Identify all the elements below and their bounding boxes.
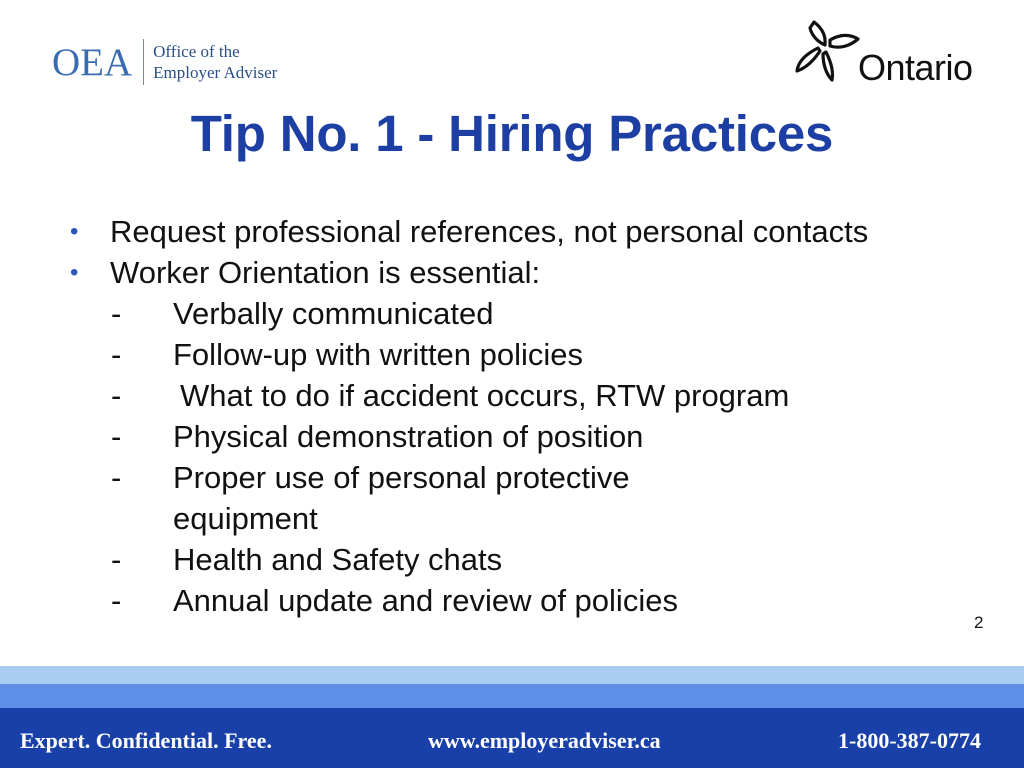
sub-item-marker: - (111, 296, 122, 331)
sub-item-text: Health and Safety chats (173, 542, 503, 577)
sub-item-marker: - (111, 419, 122, 454)
oea-logo-divider (143, 39, 144, 85)
page-number: 2 (974, 613, 984, 632)
ontario-wordmark: Ontario (858, 47, 973, 88)
sub-item-text: Follow-up with written policies (173, 337, 584, 372)
slide-title: Tip No. 1 - Hiring Practices (190, 105, 834, 162)
oea-logo-name-line2: Employer Adviser (153, 63, 278, 82)
footer-website: www.employeradviser.ca (428, 728, 661, 753)
sub-item (0, 334, 1024, 375)
sub-item (0, 539, 1024, 580)
sub-item-text: Proper use of personal protective (173, 460, 630, 495)
bullet-text: Worker Orientation is essential: (110, 255, 541, 290)
oea-logo-name (153, 41, 277, 83)
footer-tagline: Expert. Confidential. Free. (20, 728, 272, 753)
oea-logo-mark: OEA (52, 40, 133, 84)
trillium-icon (792, 18, 862, 84)
sub-item (0, 457, 1024, 498)
footer-stripe-light (0, 666, 1024, 684)
oea-logo (52, 38, 277, 86)
sub-item-marker: - (111, 378, 122, 413)
ontario-logo (792, 18, 982, 88)
sub-item-text: What to do if accident occurs, RTW program (180, 378, 790, 413)
sub-item-marker: - (111, 460, 122, 495)
slide-content (0, 211, 1024, 621)
sub-item-marker: - (111, 337, 122, 372)
sub-item-text: Physical demonstration of position (173, 419, 644, 454)
sub-item-marker: - (111, 542, 122, 577)
footer-stripe-mid (0, 684, 1024, 708)
bullet-item (0, 211, 1024, 252)
sub-item-text: Verbally communicated (173, 296, 494, 331)
sub-item-continuation (0, 498, 1024, 539)
bullet-text: Request professional references, not personal contacts (110, 214, 869, 249)
bullet-item (0, 252, 1024, 293)
bullet-marker: • (70, 218, 79, 245)
sub-item (0, 580, 1024, 621)
sub-item-marker: - (111, 583, 122, 618)
sub-item (0, 375, 1024, 416)
sub-item-continuation-text: equipment (173, 501, 318, 536)
footer-phone: 1-800-387-0774 (838, 728, 981, 753)
bullet-marker: • (70, 259, 79, 286)
sub-item-text: Annual update and review of policies (173, 583, 678, 618)
sub-item (0, 293, 1024, 334)
sub-item (0, 416, 1024, 457)
oea-logo-name-line1: Office of the (153, 42, 240, 61)
